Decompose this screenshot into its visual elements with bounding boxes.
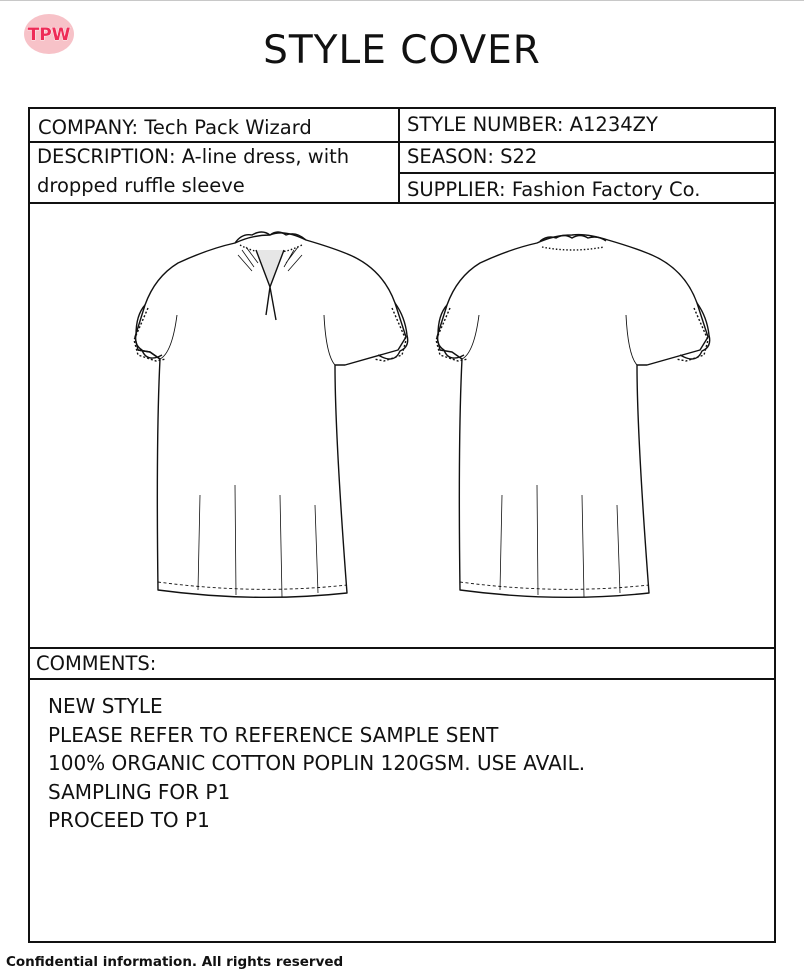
- svg-text:TPW: TPW: [27, 25, 71, 45]
- comment-line: PROCEED TO P1: [48, 808, 210, 832]
- comments-body: [48, 692, 585, 835]
- top-rule: [0, 0, 804, 1]
- description-line-2: dropped ruffle sleeve: [37, 174, 245, 197]
- season-field: SEASON: S22: [407, 145, 538, 168]
- comment-line: SAMPLING FOR P1: [48, 779, 231, 804]
- header-row-divider-2: [398, 172, 776, 174]
- description-line-1: DESCRIPTION: A-line dress, with: [37, 145, 350, 168]
- page-title: STYLE COVER: [263, 28, 541, 73]
- garment-flat-sketch: [30, 205, 774, 647]
- comments-label: COMMENTS:: [36, 652, 157, 675]
- confidentiality-footer: Confidential information. All rights reserved: [6, 954, 344, 970]
- header-column-divider: [398, 107, 400, 204]
- style-number-field: STYLE NUMBER: A1234ZY: [407, 113, 658, 136]
- comments-label-divider: [28, 678, 776, 680]
- back-view-sketch: [436, 235, 710, 598]
- company-field: COMPANY: Tech Pack Wizard: [38, 116, 312, 139]
- comment-line: NEW STYLE: [48, 694, 163, 718]
- comment-line: 100% ORGANIC COTTON POPLIN 120GSM. USE AVAIL.: [48, 751, 586, 775]
- comment-line: PLEASE REFER TO REFERENCE SAMPLE SENT: [48, 722, 499, 747]
- supplier-field: SUPPLIER: Fashion Factory Co.: [407, 178, 701, 201]
- front-view-sketch: [134, 232, 408, 597]
